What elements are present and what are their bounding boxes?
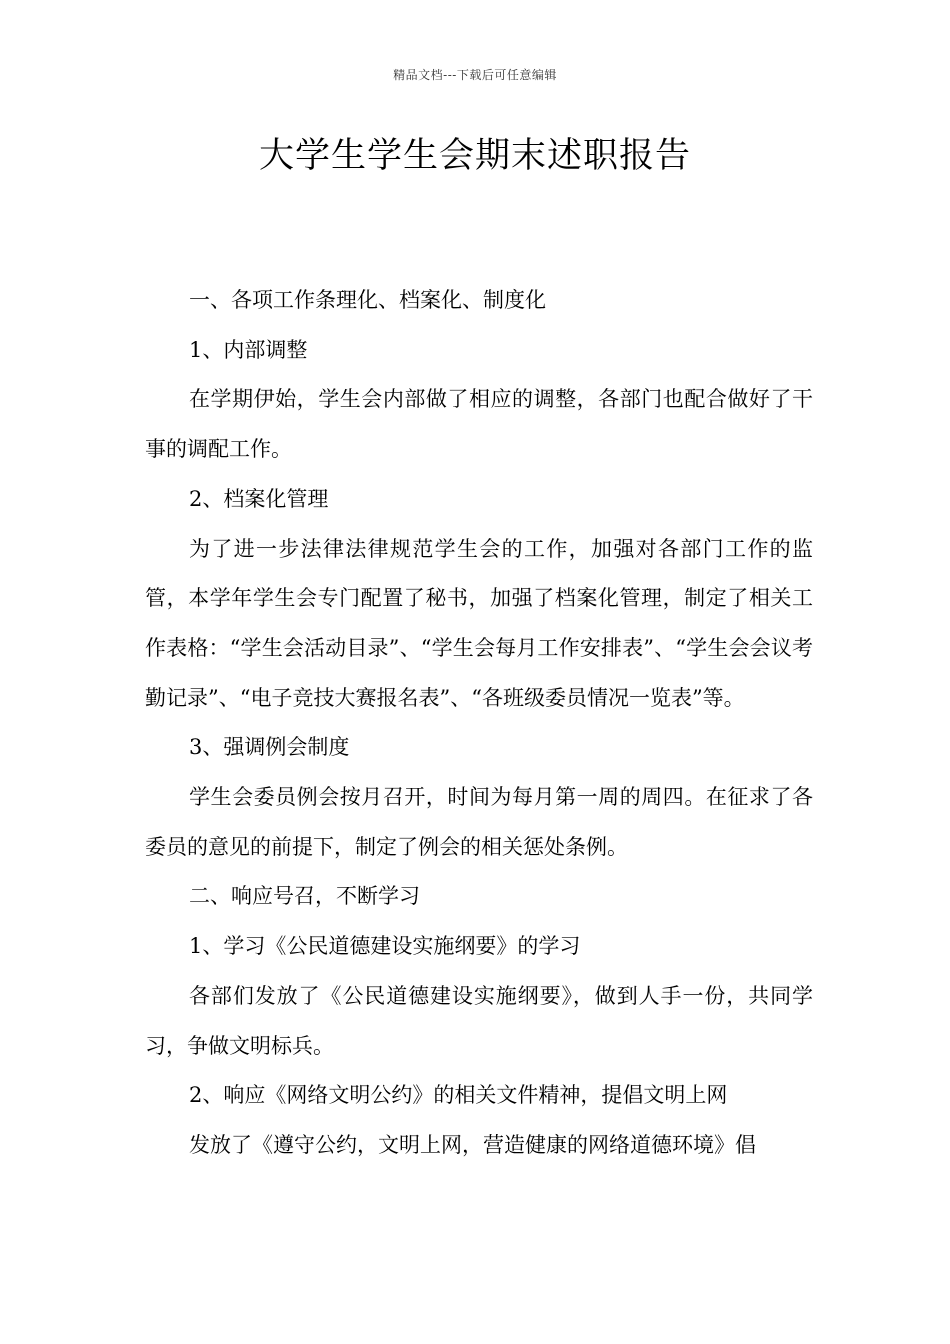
body-paragraph: 发放了《遵守公约，文明上网，营造健康的网络道德环境》倡 <box>189 1132 756 1157</box>
subsection-heading: 2、档案化管理 <box>189 486 329 511</box>
section-heading: 一、各项工作条理化、档案化、制度化 <box>189 288 546 312</box>
subsection-heading: 2、响应《网络文明公约》的相关文件精神，提倡文明上网 <box>189 1083 728 1108</box>
body-paragraph: 为了进一步法律法律规范学生会的工作，加强对各部门工作的监管，本学年学生会专门配置了秘书，加强了档案化管理，制定了相关工作表格：“学生会活动目录”、“学生会每月工作安排表”、“学生会会议考勤记录”、“电子竞技大赛报名表”、“各班级委员情况一览表”等。 <box>145 536 813 710</box>
section-heading: 二、响应号召，不断学习 <box>189 884 420 909</box>
subsection-heading: 3、强调例会制度 <box>189 735 350 760</box>
header-note: 精品文档---下载后可任意编辑 <box>393 68 557 82</box>
body-paragraph: 各部们发放了《公民道德建设实施纲要》，做到人手一份，共同学习，争做文明标兵。 <box>145 983 813 1058</box>
subsection-heading: 1、内部调整 <box>189 337 308 362</box>
subsection-heading: 1、学习《公民道德建设实施纲要》的学习 <box>189 934 581 959</box>
document-title: 大学生学生会期末述职报告 <box>258 136 691 176</box>
body-paragraph: 在学期伊始，学生会内部做了相应的调整，各部门也配合做好了干事的调配工作。 <box>145 387 813 462</box>
document-body <box>145 276 813 1171</box>
body-paragraph: 学生会委员例会按月召开，时间为每月第一周的周四。在征求了各委员的意见的前提下，制定了例会的相关惩处条例。 <box>145 785 813 859</box>
